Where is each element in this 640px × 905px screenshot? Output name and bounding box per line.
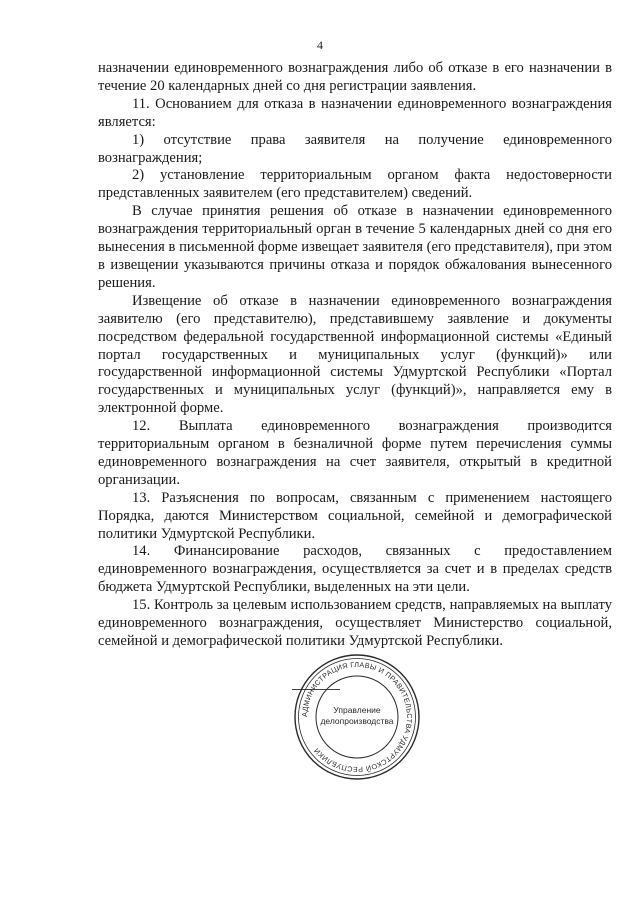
- page-number: 4: [317, 38, 323, 52]
- official-stamp: [292, 652, 422, 782]
- paragraph-item-13: 13. Разъяснения по вопросам, связанным с применением настоящего Порядка, даются Министерством социальной, семейной и демографической политики Удмуртской Республики.: [98, 489, 612, 542]
- paragraph-subitem-1: 1) отсутствие права заявителя на получение единовременного вознаграждения;: [98, 131, 612, 166]
- document-body: [98, 60, 612, 651]
- stamp-center-line-1: Управление: [333, 705, 381, 715]
- paragraph-refusal-notice: В случае принятия решения об отказе в назначении единовременного вознаграждения территориальный орган в течение 5 календарных дней со дня его вынесения в письменной форме извещает заявителя (его представителя), при этом в извещении указываются причины отказа и порядок обжалования вынесенного решения.: [98, 203, 612, 291]
- paragraph-item-12: 12. Выплата единовременного вознаграждения производится территориальным органом в безналичной форме путем перечисления суммы единовременного вознаграждения на счет заявителя, открытый в кредитной организации.: [98, 418, 612, 488]
- paragraph-electronic-notice: Извещение об отказе в назначении единовременного вознаграждения заявителю (его представителю), представившему заявление и документы посредством федеральной государственной информационной системы «Единый портал государственных и муниципальных услуг (функций)» или государственной информационной системы Удмуртской Республики «Портал государственных и муниципальных услуг (функций)», направляется ему в электронной форме.: [98, 292, 612, 417]
- paragraph-subitem-2: 2) установление территориальным органом факта недостоверности представленных заявителем (его представителем) сведений.: [98, 167, 612, 202]
- paragraph-item-11: 11. Основанием для отказа в назначении единовременного вознаграждения является:: [98, 95, 612, 130]
- paragraph-continuation: назначении единовременного вознаграждения либо об отказе в его назначении в течение 20 календарных дней со дня регистрации заявления.: [98, 60, 612, 94]
- stamp-center-line-2: делопроизводства: [320, 716, 394, 726]
- paragraph-item-15: 15. Контроль за целевым использованием средств, направляемых на выплату единовременного вознаграждения, осуществляет Министерство социальной, семейной и демографической политики Удмуртской Республики.: [98, 597, 612, 649]
- stamp-ring-text: АДМИНИСТРАЦИЯ ГЛАВЫ И ПРАВИТЕЛЬСТВА УДМУРТСКОЙ РЕСПУБЛИКИ: [299, 659, 415, 775]
- paragraph-item-14: 14. Финансирование расходов, связанных с предоставлением единовременного вознаграждения, осуществляется за счет и в пределах средств бюджета Удмуртской Республики, выделенных на эти цели.: [98, 543, 612, 596]
